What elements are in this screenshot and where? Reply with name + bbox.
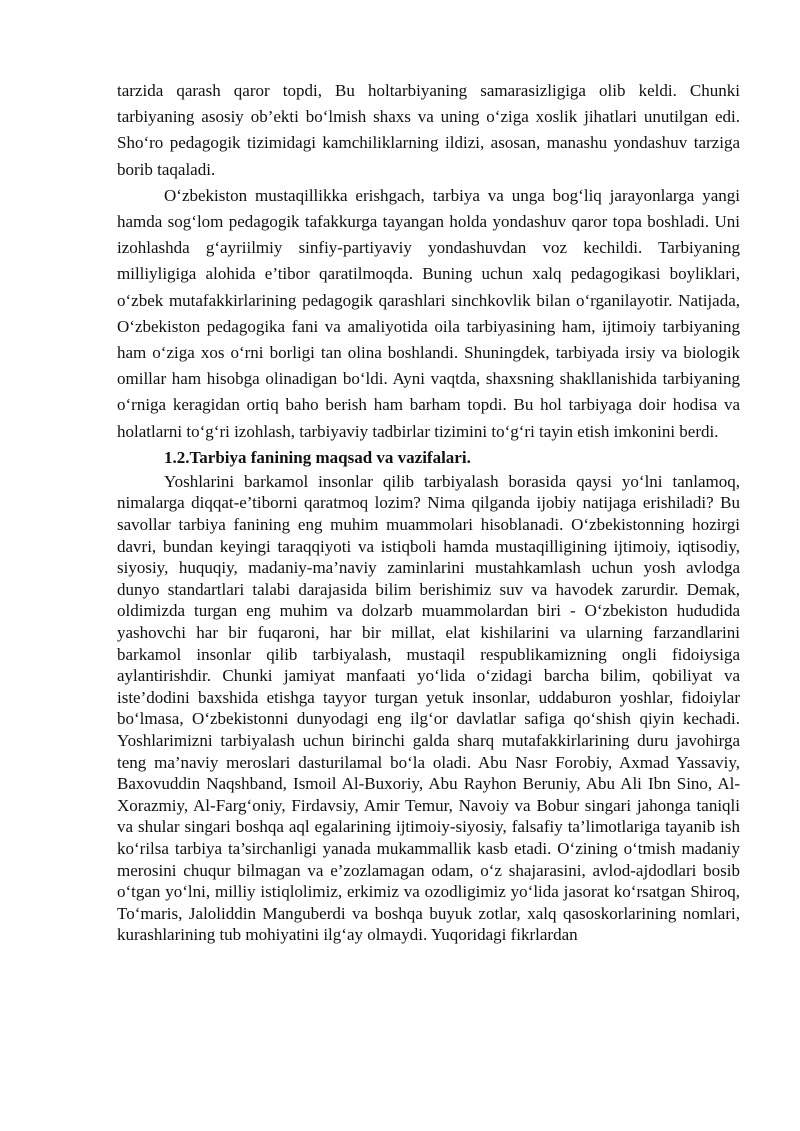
paragraph-3: Yoshlarini barkamol insonlar qilib tarbiyalash borasida qaysi yo‘lni tanlamoq, nimalarga diqqat-e’tiborni qaratmoq lozim? Nima qilganda ijobiy natijaga erishiladi? Bu savollar tarbiya fanining eng muhim muammolari hisoblanadi. O‘zbekistonning hozirgi davri, bundan keyingi taraqqiyoti va istiqboli hamda mustaqilligining ijtimoiy, iqtisodiy, siyosiy, huquqiy, madaniy-ma’naviy zaminlarini mustahkamlash uchun yosh avlodga dunyo standartlari talabi darajasida bilim berishimiz suv va havodek zarurdir. Demak, oldimizda turgan eng muhim va dolzarb muammolardan biri - O‘zbekiston hududida yashovchi har bir fuqaroni, har bir millat, elat kishilarini va ularning farzandlarini barkamol insonlar qilib tarbiyalash, mustaqil respublikamizning ongli fidoiysiga aylantirishdir. Chunki jamiyat manfaati yo‘lida o‘zidagi barcha bilim, qobiliyat va iste’dodini baxshida etishga tayyor turgan yetuk insonlar, uddaburon yoshlar, fidoiylar bo‘lmasa, O‘zbekistonni dunyodagi eng ilg‘or davlatlar safiga qo‘shish qiyin kechadi. Yoshlarimizni tarbiyalash uchun birinchi galda sharq mutafakkirlarining duru javohirga teng ma’naviy meroslari dasturilamal bo‘la oladi. Abu Nasr Forobiy, Axmad Yassaviy, Baxovuddin Naqshband, Ismoil Al-Buxoriy, Abu Rayhon Beruniy, Abu Ali Ibn Sino, Al-Xorazmiy, Al-Farg‘oniy, Firdavsiy, Amir Temur, Navoiy va Bobur singari jahonga taniqli va shular singari boshqa aql egalarining ijtimoiy-siyosiy, falsafiy ta’limotlariga tayanib ish ko‘rilsa tarbiya ta’sirchanligi yanada mukammallik kasb etadi. O‘zining o‘tmish madaniy merosini chuqur bilmagan va e’zozlamagan odam, o‘z shajarasini, avlod-ajdodlari bosib o‘tgan yo‘lni, milliy istiqlolimiz, erkimiz va ozodligimiz yo‘lida jasorat ko‘rsatgan Shiroq, To‘maris, Jaloliddin Manguberdi va boshqa buyuk zotlar, xalq qasoskorlarining nomlari, kurashlarining tub mohiyatini ilg‘ay olmaydi. Yuqoridagi fikrlardan <box>117 471 740 945</box>
paragraph-1: tarzida qarash qaror topdi, Bu holtarbiyaning samarasizligiga olib keldi. Chunki tarbiyaning asosiy ob’ekti bo‘lmish shaxs va uning o‘ziga xoslik jihatlari unutilgan edi. Sho‘ro pedagogik tizimidagi kamchiliklarning ildizi, asosan, manashu yondashuv tarziga borib taqaladi. <box>117 81 740 179</box>
document-page <box>117 78 740 946</box>
paragraph-2: O‘zbekiston mustaqillikka erishgach, tarbiya va unga bog‘liq jarayonlarga yangi hamda sog‘lom pedagogik tafakkurga tayangan holda yondashuv qaror topa boshladi. Uni izohlashda g‘ayriilmiy sinfiy-partiyaviy yondashuvdan voz kechildi. Tarbiyaning milliyligiga alohida e’tibor qaratilmoqda. Buning uchun xalq pedagogikasi boyliklari, o‘zbek mutafakkirlarining pedagogik qarashlari sinchkovlik bilan o‘rganilayotir. Natijada, O‘zbekiston pedagogika fani va amaliyotida oila tarbiyasining ham, ijtimoiy tarbiyaning ham o‘ziga xos o‘rni borligi tan olina boshlandi. Shuningdek, tarbiyada irsiy va biologik omillar ham hisobga olinadigan bo‘ldi. Ayni vaqtda, shaxsning shakllanishida tarbiyaning o‘rniga keragidan ortiq baho berish ham barham topdi. Bu hol tarbiyaga doir hodisa va holatlarni to‘g‘ri izohlash, tarbiyaviy tadbirlar tizimini to‘g‘ri tayin etish imkonini berdi. <box>117 185 740 441</box>
section-heading: 1.2.Tarbiya fanining maqsad va vazifalari. <box>164 447 471 467</box>
